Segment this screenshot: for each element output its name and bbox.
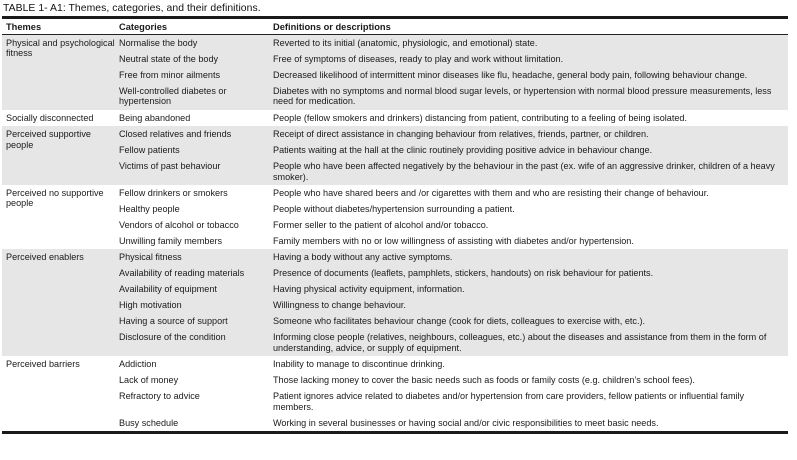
category-cell: Disclosure of the condition — [119, 332, 226, 343]
definition-cell: Informing close people (relatives, neighbours, colleagues, etc.) about the diseases and assistance from them in the form of understanding, advice, or supply of equipment. — [273, 332, 767, 353]
category-cell: Physical fitness — [119, 252, 182, 263]
category-cell: Addiction — [119, 359, 157, 370]
theme-cell: Perceived no supportive people — [6, 188, 104, 209]
theme-group — [2, 110, 788, 126]
theme-group — [2, 35, 788, 110]
category-cell: Being abandoned — [119, 112, 191, 123]
definition-cell: Reverted to its initial (anatomic, physiologic, and emotional) state. — [273, 38, 538, 48]
theme-cell: Perceived barriers — [6, 359, 80, 370]
table-row — [115, 54, 788, 64]
table-row — [115, 359, 788, 369]
theme-cell: Physical and psychological fitness — [6, 38, 115, 59]
table-row — [115, 86, 788, 107]
table-body — [2, 35, 788, 431]
table-row — [115, 188, 788, 198]
category-cell: Normalise the body — [119, 38, 198, 48]
definition-cell: Diabetes with no symptoms and normal blood sugar levels, or hypertension with normal blood pressure measurements, less need for medication. — [273, 86, 772, 107]
table-row — [115, 38, 788, 48]
theme-group — [2, 126, 788, 185]
definition-cell: Former seller to the patient of alcohol and/or tobacco. — [273, 220, 489, 231]
table-row — [115, 300, 788, 310]
theme-group — [2, 356, 788, 431]
definition-cell: Patients waiting at the hall at the clinic routinely providing positive advice in behaviour change. — [273, 145, 653, 156]
table-row — [115, 316, 788, 326]
header-themes: Themes — [6, 21, 42, 32]
definition-cell: Working in several businesses or having social and/or civic responsibilities to meet basic needs. — [273, 417, 659, 428]
table-caption: TABLE 1- A1: Themes, categories, and their definitions. — [3, 3, 261, 14]
definition-cell: People (fellow smokers and drinkers) distancing from patient, contributing to a feeling of being isolated. — [273, 112, 687, 123]
definition-cell: Having a body without any active symptoms. — [273, 252, 453, 263]
definition-cell: Inability to manage to discontinue drinking. — [273, 359, 445, 370]
category-cell: Unwilling family members — [119, 236, 223, 247]
category-cell: Neutral state of the body — [119, 54, 219, 64]
definition-cell: Those lacking money to cover the basic needs such as foods or family costs (e.g. children’s school fees). — [273, 375, 695, 386]
category-cell: Closed relatives and friends — [119, 129, 232, 140]
category-cell: High motivation — [119, 300, 182, 311]
category-rows — [115, 188, 788, 246]
theme-cell: Perceived supportive people — [6, 129, 91, 150]
definition-cell: Free of symptoms of diseases, ready to play and work without limitation. — [273, 54, 564, 64]
category-cell: Fellow patients — [119, 145, 180, 156]
header-definitions: Definitions or descriptions — [273, 21, 391, 32]
definition-cell: Patient ignores advice related to diabetes and/or hypertension from care providers, fellow patients or influential family members. — [273, 391, 745, 412]
category-cell: Fellow drinkers or smokers — [119, 188, 228, 199]
table-row — [115, 220, 788, 230]
table-bottom-rule — [2, 431, 788, 434]
table-row — [115, 332, 788, 353]
category-rows — [115, 38, 788, 107]
category-rows — [115, 252, 788, 353]
table-row — [115, 375, 788, 385]
table-row — [115, 252, 788, 262]
category-cell: Availability of reading materials — [119, 268, 245, 279]
definition-cell: People who have been affected negatively by the behaviour in the past (ex. wife of an aggressive drinker, children of a heavy smoker). — [273, 161, 775, 182]
category-cell: Well-controlled diabetes or hypertension — [119, 86, 227, 107]
table-row — [115, 113, 788, 123]
theme-group — [2, 185, 788, 249]
category-cell: Availability of equipment — [119, 284, 217, 295]
table-row — [115, 204, 788, 214]
table-row — [115, 391, 788, 412]
definition-cell: Family members with no or low willingness of assisting with diabetes and/or hypertension. — [273, 236, 634, 247]
category-cell: Having a source of support — [119, 316, 228, 327]
category-cell: Refractory to advice — [119, 391, 200, 402]
definition-cell: People who have shared beers and /or cigarettes with them and who are resisting their change of behaviour. — [273, 188, 709, 199]
definition-cell: Receipt of direct assistance in changing behaviour from relatives, friends, partner, or children. — [273, 129, 649, 140]
theme-group — [2, 249, 788, 356]
table-row — [115, 161, 788, 182]
header-categories: Categories — [119, 21, 168, 32]
table-row — [115, 129, 788, 139]
table-row — [115, 236, 788, 246]
category-cell: Busy schedule — [119, 417, 179, 428]
definition-cell: Presence of documents (leaflets, pamphlets, stickers, handouts) on risk behaviour for patients. — [273, 268, 654, 279]
category-cell: Free from minor ailments — [119, 70, 221, 80]
category-cell: Vendors of alcohol or tobacco — [119, 220, 239, 231]
table-row — [115, 418, 788, 428]
category-cell: Lack of money — [119, 375, 179, 386]
definition-cell: Decreased likelihood of intermittent minor diseases like flu, headache, general body pain, following behaviour change. — [273, 70, 748, 80]
table-row — [115, 70, 788, 80]
table-header-row — [2, 19, 788, 35]
category-cell: Victims of past behaviour — [119, 161, 221, 172]
table-row — [115, 268, 788, 278]
theme-cell: Perceived enablers — [6, 252, 84, 263]
category-rows — [115, 359, 788, 428]
category-rows — [115, 113, 788, 123]
definition-cell: Someone who facilitates behaviour change (cook for diets, colleagues to exercise with, etc.). — [273, 316, 646, 327]
table-row — [115, 284, 788, 294]
definition-cell: Willingness to change behaviour. — [273, 300, 406, 311]
category-cell: Healthy people — [119, 204, 180, 215]
category-rows — [115, 129, 788, 182]
definition-cell: Having physical activity equipment, information. — [273, 284, 465, 295]
themes-table — [2, 16, 788, 434]
definition-cell: People without diabetes/hypertension surrounding a patient. — [273, 204, 515, 215]
theme-cell: Socially disconnected — [6, 112, 94, 123]
table-row — [115, 145, 788, 155]
